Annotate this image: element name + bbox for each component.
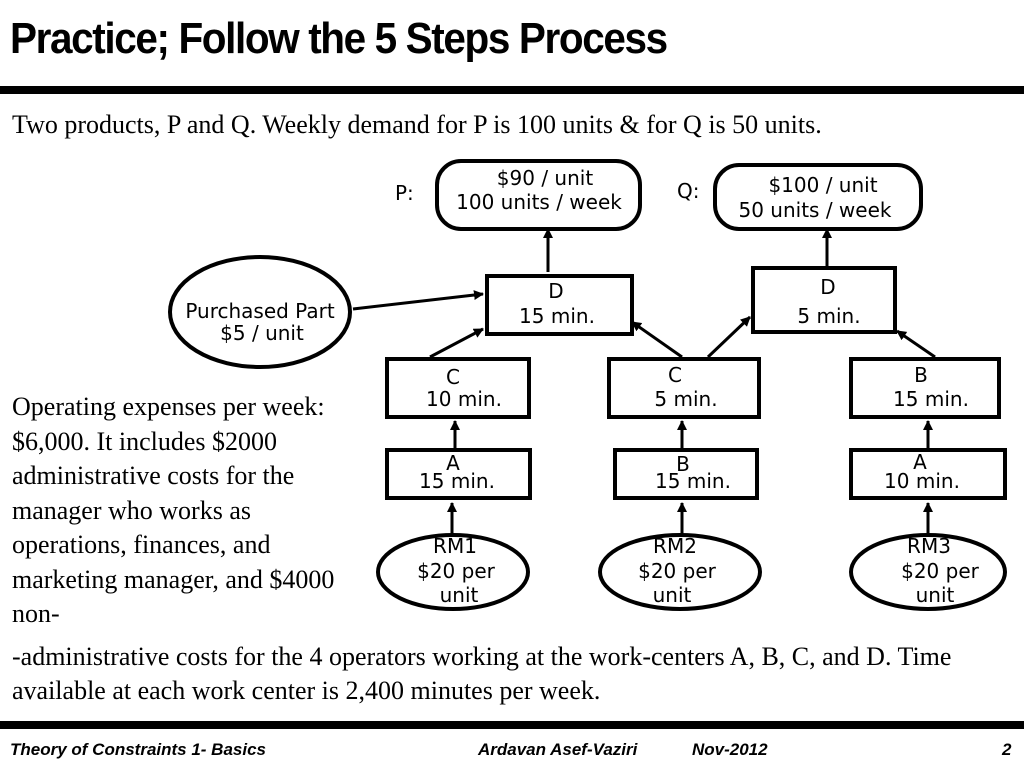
product-q-demand: 50 units / week (738, 198, 892, 222)
rm1-name: RM1 (433, 534, 477, 558)
purchased-part-name: Purchased Part (185, 299, 335, 323)
workcenter-d-for-p-name: D (548, 279, 564, 303)
rm2-cost: $20 per (638, 559, 716, 583)
workcenter-d-for-q-time: 5 min. (797, 304, 861, 328)
rm2-unit: unit (652, 583, 692, 607)
arrow-c-mid-to-d-q (708, 317, 750, 357)
workcenter-b-middle-name: B (676, 452, 690, 476)
workcenter-d-for-p-time: 15 min. (519, 304, 595, 328)
workcenter-c-left-name: C (446, 365, 460, 389)
page-number: 2 (1002, 740, 1012, 759)
rm3-name: RM3 (907, 534, 951, 558)
footer-course-title: Theory of Constraints 1- Basics (10, 740, 267, 759)
workcenter-c-middle-name: C (668, 363, 682, 387)
arrow-purchased-part-to-d-p (353, 294, 483, 309)
workcenter-a-right-name: A (913, 450, 927, 474)
workcenter-d-for-q-name: D (820, 275, 836, 299)
slide-title: Practice; Follow the 5 Steps Process (10, 14, 667, 63)
rm2-name: RM2 (653, 534, 697, 558)
workcenter-c-middle-time: 5 min. (654, 387, 718, 411)
footer-divider (0, 721, 1024, 729)
footer-date: Nov-2012 (692, 740, 768, 759)
workcenter-b-middle-time: 15 min. (655, 469, 731, 493)
workcenter-c-left-time: 10 min. (426, 387, 502, 411)
workcenter-b-right-time: 15 min. (893, 387, 969, 411)
rm3-cost: $20 per (901, 559, 979, 583)
arrow-c-mid-to-d-p (632, 322, 682, 357)
product-p-price: $90 / unit (496, 166, 594, 190)
footer-author: Ardavan Asef-Vaziri (478, 740, 638, 759)
rm1-cost: $20 per (417, 559, 495, 583)
product-q-price: $100 / unit (768, 173, 878, 197)
product-q-label: Q: (677, 179, 700, 203)
rm3-unit: unit (915, 583, 955, 607)
operating-expenses-text: Operating expenses per week: $6,000. It includes $2000 administrative costs for the manager who works as operations, finances, and marketing manager, and $4000 non- (12, 392, 335, 628)
arrow-b-to-d-q (897, 331, 935, 357)
continuation-text: -administrative costs for the 4 operators working at the work-centers A, B, C, and D. Time available at each work center is 2,400 minutes per week. (12, 642, 952, 705)
workcenter-a-left-time: 15 min. (419, 469, 495, 493)
workcenter-a-right-time: 10 min. (884, 469, 960, 493)
rm1-unit: unit (439, 583, 479, 607)
product-p-demand: 100 units / week (456, 190, 622, 214)
workcenter-b-right-name: B (914, 363, 928, 387)
product-p-label: P: (395, 181, 414, 205)
arrow-c-left-to-d-p (430, 329, 483, 357)
purchased-part-price: $5 / unit (220, 321, 304, 345)
workcenter-a-left-name: A (446, 451, 460, 475)
intro-text: Two products, P and Q. Weekly demand for P is 100 units & for Q is 50 units. (12, 110, 822, 139)
